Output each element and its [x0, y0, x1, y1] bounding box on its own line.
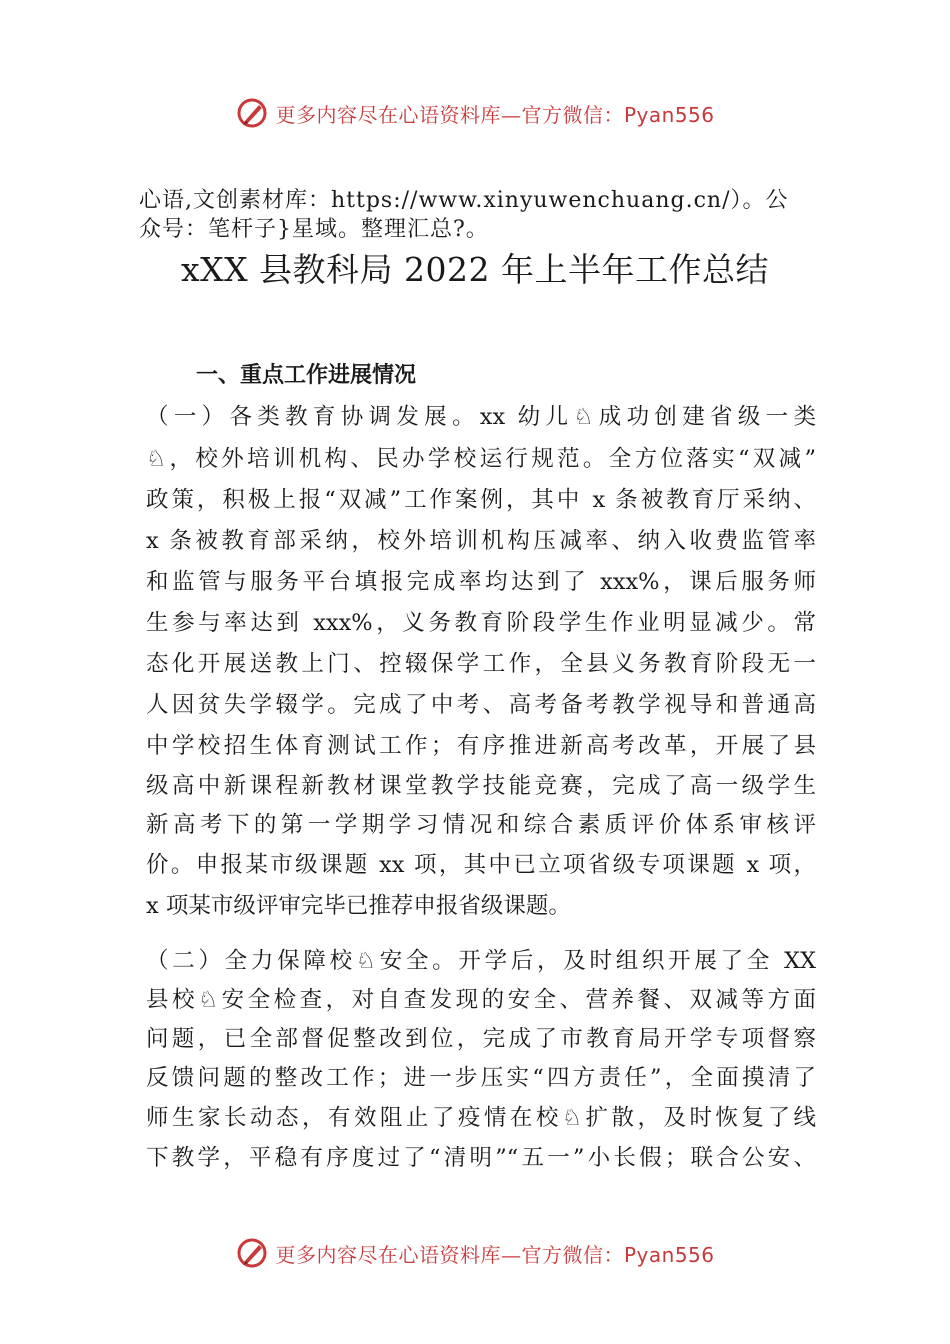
section-heading: 一、重点工作进展情况 [196, 363, 417, 388]
wechat-id: Pyan556 [623, 102, 715, 127]
paragraph-line: 师生家长动态，有效阻止了疫情在校♘扩散，及时恢复了线 [146, 1105, 816, 1131]
paragraph-line: ♘，校外培训机构、民办学校运行规范。全方位落实“双减” [146, 446, 816, 472]
header-banner [0, 93, 950, 133]
paragraph-line: x 项某市级评审完毕已推荐申报省级课题。 [146, 893, 571, 919]
paragraph-line: 问题，已全部督促整改到位，完成了市教育局开学专项督察 [146, 1026, 816, 1052]
wechat-id: Pyan556 [623, 1242, 715, 1267]
banner-text: 更多内容尽在心语资料库—官方微信：Pyan556 [275, 1242, 715, 1267]
paragraph-line: （一）各类教育协调发展。xx 幼儿♘成功创建省级一类 [146, 404, 816, 430]
pen-logo-icon [235, 1236, 269, 1270]
paragraph-line: 中学校招生体育测试工作；有序推进新高考改革，开展了县 [146, 733, 816, 759]
paragraph-line: 级高中新课程新教材课堂教学技能竞赛，完成了高一级学生 [146, 773, 816, 799]
paragraph-line: 政策，积极上报“双减”工作案例，其中 x 条被教育厅采纳、 [146, 487, 816, 513]
paragraph-line: 下教学，平稳有序度过了“清明”“五一”小长假；联合公安、 [146, 1145, 816, 1171]
paragraph-line: 反馈问题的整改工作；进一步压实“四方责任”，全面摸清了 [146, 1065, 816, 1091]
paragraph-line: （二）全力保障校♘安全。开学后，及时组织开展了全 XX [146, 948, 816, 974]
paragraph-line: 新高考下的第一学期学习情况和综合素质评价体系审核评 [146, 812, 816, 838]
paragraph-line: 和监管与服务平台填报完成率均达到了 xxx%，课后服务师 [146, 569, 816, 595]
paragraph-line: 价。申报某市级课题 xx 项，其中已立项省级专项课题 x 项， [146, 852, 816, 878]
source-line-1: 心语,文创素材库：https://www.xinyuwenchuang.cn/）。公 [139, 188, 789, 213]
paragraph-line: x 条被教育部采纳，校外培训机构压减率、纳入收费监管率 [146, 528, 816, 554]
pen-logo-icon [235, 96, 269, 130]
source-line-2: 众号：笔杆子}星域。整理汇总?。 [139, 217, 489, 242]
paragraph-line: 县校♘安全检查，对自查发现的安全、营养餐、双减等方面 [146, 987, 816, 1013]
paragraph-line: 人因贫失学辍学。完成了中考、高考备考教学视导和普通高 [146, 692, 816, 718]
paragraph-line: 生参与率达到 xxx%，义务教育阶段学生作业明显减少。常 [146, 610, 816, 636]
document-title: xXX 县教科局 2022 年上半年工作总结 [180, 250, 770, 289]
paragraph-line: 态化开展送教上门、控辍保学工作，全县义务教育阶段无一 [146, 651, 816, 677]
banner-text: 更多内容尽在心语资料库—官方微信：Pyan556 [275, 102, 715, 127]
footer-banner [0, 1233, 950, 1273]
